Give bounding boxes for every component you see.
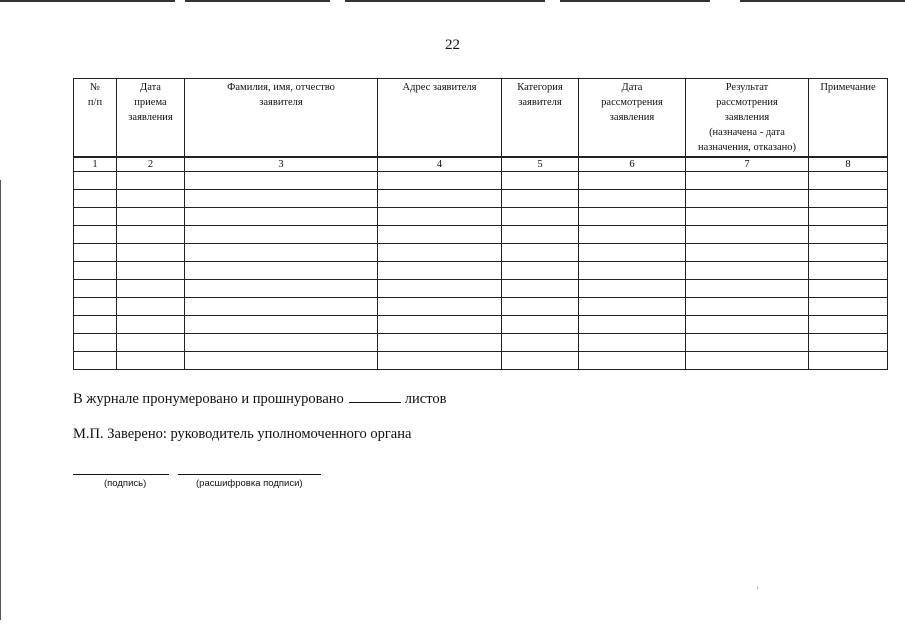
table-cell [809, 226, 888, 244]
table-cell [378, 316, 502, 334]
table-row [74, 244, 888, 262]
table-cell [686, 244, 809, 262]
table-row [74, 352, 888, 370]
column-number: 8 [809, 157, 888, 172]
table-cell [686, 262, 809, 280]
table-row [74, 190, 888, 208]
table-cell [117, 172, 185, 190]
column-header: Результат рассмотрения заявления (назначена - дата назначения, отказано) [686, 79, 809, 158]
table-cell [579, 190, 686, 208]
table-cell [117, 280, 185, 298]
table-cell [686, 226, 809, 244]
table-cell [502, 190, 579, 208]
numbering-statement [73, 390, 446, 408]
table-cell [502, 226, 579, 244]
table-cell [117, 334, 185, 352]
table-cell [74, 172, 117, 190]
scan-edge-left [0, 180, 1, 620]
table-cell [74, 298, 117, 316]
table-cell [686, 352, 809, 370]
table-cell [117, 226, 185, 244]
table-row [74, 208, 888, 226]
table-cell [378, 298, 502, 316]
table-row [74, 262, 888, 280]
table-cell [117, 298, 185, 316]
table-cell [809, 190, 888, 208]
table-cell [74, 334, 117, 352]
table-cell [185, 262, 378, 280]
table-row [74, 172, 888, 190]
column-number: 5 [502, 157, 579, 172]
table-cell [686, 172, 809, 190]
table-cell [579, 208, 686, 226]
table-cell [809, 208, 888, 226]
table-cell [686, 190, 809, 208]
column-header: № п/п [74, 79, 117, 158]
table-cell [686, 280, 809, 298]
table-cell [579, 334, 686, 352]
signature-label: (подпись) [104, 478, 147, 489]
table-cell [579, 244, 686, 262]
statement-suffix: листов [404, 391, 447, 407]
column-number: 2 [117, 157, 185, 172]
table-cell [378, 244, 502, 262]
scan-speck [757, 586, 758, 589]
table-cell [579, 352, 686, 370]
table-cell [686, 316, 809, 334]
signature-line [73, 474, 169, 475]
table-cell [378, 262, 502, 280]
table-cell [809, 352, 888, 370]
table-cell [378, 226, 502, 244]
column-header: Дата рассмотрения заявления [579, 79, 686, 158]
table-cell [185, 316, 378, 334]
table-cell [579, 280, 686, 298]
table-cell [117, 208, 185, 226]
table-cell [185, 298, 378, 316]
table-cell [117, 190, 185, 208]
table-cell [579, 262, 686, 280]
column-header: Категория заявителя [502, 79, 579, 158]
table-cell [502, 208, 579, 226]
table-cell [502, 280, 579, 298]
table-cell [809, 172, 888, 190]
table-cell [378, 280, 502, 298]
table-cell [502, 298, 579, 316]
table-cell [185, 352, 378, 370]
sheet-count-blank [349, 390, 401, 403]
table-cell [74, 352, 117, 370]
column-header: Адрес заявителя [378, 79, 502, 158]
table-cell [74, 280, 117, 298]
table-cell [378, 334, 502, 352]
table-cell [809, 334, 888, 352]
table-cell [185, 280, 378, 298]
table-cell [809, 262, 888, 280]
table-cell [185, 208, 378, 226]
table-row [74, 298, 888, 316]
column-header: Фамилия, имя, отчество заявителя [185, 79, 378, 158]
table-cell [378, 208, 502, 226]
column-header: Дата приема заявления [117, 79, 185, 158]
signature-decode-line [178, 474, 321, 475]
table-cell [185, 226, 378, 244]
signature-decode-label: (расшифровка подписи) [196, 478, 303, 489]
statement-prefix: В журнале пронумеровано и прошнуровано [73, 391, 344, 407]
table-cell [117, 244, 185, 262]
table-cell [74, 208, 117, 226]
scan-edge-top [0, 0, 905, 2]
header-row [74, 79, 888, 158]
table-cell [502, 352, 579, 370]
page-number: 22 [445, 37, 460, 53]
table-cell [809, 244, 888, 262]
column-number: 1 [74, 157, 117, 172]
table-cell [74, 244, 117, 262]
table-cell [117, 352, 185, 370]
table-row [74, 334, 888, 352]
table-row [74, 316, 888, 334]
table-cell [117, 316, 185, 334]
table-cell [378, 172, 502, 190]
table-cell [579, 172, 686, 190]
table-cell [686, 208, 809, 226]
certification-line: М.П. Заверено: руководитель уполномоченного органа [73, 426, 412, 442]
table-cell [378, 352, 502, 370]
table-cell [502, 262, 579, 280]
table-cell [579, 226, 686, 244]
table-cell [579, 298, 686, 316]
column-number-row [74, 157, 888, 172]
table-cell [74, 316, 117, 334]
table-cell [378, 190, 502, 208]
table-cell [502, 334, 579, 352]
column-number: 3 [185, 157, 378, 172]
table-cell [579, 316, 686, 334]
column-number: 6 [579, 157, 686, 172]
table-cell [185, 172, 378, 190]
column-header: Примечание [809, 79, 888, 158]
table-cell [502, 172, 579, 190]
table-cell [502, 244, 579, 262]
journal-table [73, 78, 888, 370]
table-cell [809, 280, 888, 298]
table-cell [185, 244, 378, 262]
table-row [74, 226, 888, 244]
table-cell [185, 190, 378, 208]
table-cell [185, 334, 378, 352]
table-cell [809, 316, 888, 334]
table-cell [74, 226, 117, 244]
table-row [74, 280, 888, 298]
table-cell [686, 334, 809, 352]
table-cell [686, 298, 809, 316]
column-number: 4 [378, 157, 502, 172]
table-cell [809, 298, 888, 316]
table-cell [502, 316, 579, 334]
table-cell [74, 262, 117, 280]
table-cell [74, 190, 117, 208]
column-number: 7 [686, 157, 809, 172]
table-cell [117, 262, 185, 280]
